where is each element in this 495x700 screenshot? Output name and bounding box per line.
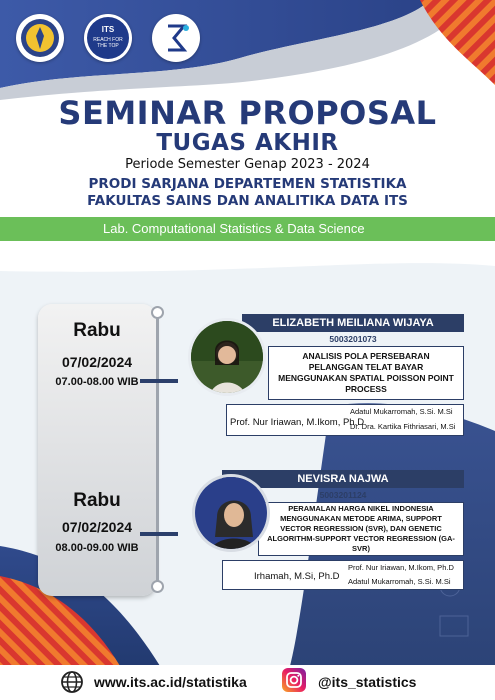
session-1-day: Rabu (73, 320, 121, 341)
session-1-examiner-1: Adatul Mukarromah, S.Si. M.Si (350, 407, 453, 416)
session-2-supervisor: Irhamah, M.Si, Ph.D (254, 571, 340, 582)
globe-icon (60, 670, 84, 694)
session-1-connector (140, 379, 178, 383)
page-title: SEMINAR PROPOSAL (58, 94, 437, 132)
session-2-examiner-2: Adatul Mukarromah, S.Si. M.Si (348, 577, 451, 586)
session-2-photo (192, 474, 270, 552)
its-reach-logo (84, 14, 132, 62)
session-1-time: 07.00-08.00 WIB (55, 376, 139, 388)
session-1-photo (188, 318, 266, 396)
dept-line-2: FAKULTAS SAINS DAN ANALITIKA DATA ITS (87, 193, 408, 209)
timeline-line (156, 312, 159, 586)
lab-banner: Lab. Computational Statistics & Data Science (0, 217, 495, 241)
session-2-connector (140, 532, 178, 536)
session-1-student-name: ELIZABETH MEILIANA WIJAYA (242, 314, 464, 332)
period-text: Periode Semester Genap 2023 - 2024 (125, 157, 370, 172)
page-subtitle: TUGAS AKHIR (156, 130, 339, 156)
session-1-date: 07/02/2024 (61, 354, 133, 370)
its-emblem-logo (16, 14, 64, 62)
instagram-handle[interactable]: @its_statistics (318, 674, 417, 690)
session-1-supervisor: Prof. Nur Iriawan, M.Ikom, Ph.D (230, 417, 365, 428)
session-2-student-name: NEVISRA NAJWA (222, 470, 464, 488)
session-2-date: 07/02/2024 (61, 519, 133, 535)
instagram-icon (282, 668, 306, 692)
session-1-nrp: 5003201073 (329, 334, 377, 344)
session-2-nrp: 5003201124 (319, 490, 367, 500)
session-2-thesis-title: PERAMALAN HARGA NIKEL INDONESIA MENGGUNAKAN METODE ARIMA, SUPPORT VECTOR REGRESSION (SVR), DAN GENETIC ALGORITHM-SUPPORT VECTOR REGRESSION (GA-SVR) (258, 502, 464, 556)
session-2-examiner-1: Prof. Nur Iriawan, M.Ikom, Ph.D (348, 563, 454, 572)
session-2-day: Rabu (73, 490, 121, 511)
svg-text:THE TOP: THE TOP (97, 43, 119, 49)
session-1-thesis-title: ANALISIS POLA PERSEBARAN PELANGGAN TELAT BAYAR MENGGUNAKAN SPATIAL POISSON POINT PROCESS (268, 346, 464, 400)
dept-line-1: PRODI SARJANA DEPARTEMEN STATISTIKA (88, 176, 407, 192)
timeline-dot-bottom (151, 580, 164, 593)
session-2-time: 08.00-09.00 WIB (55, 542, 139, 554)
statistika-logo (152, 14, 200, 62)
session-1-examiner-2: Dr. Dra. Kartika Fithriasari, M.Si (350, 422, 456, 431)
timeline-dot-top (151, 306, 164, 319)
svg-text:REACH FOR: REACH FOR (93, 37, 123, 43)
svg-text:ITS: ITS (101, 25, 115, 34)
website-link[interactable]: www.its.ac.id/statistika (94, 674, 247, 690)
